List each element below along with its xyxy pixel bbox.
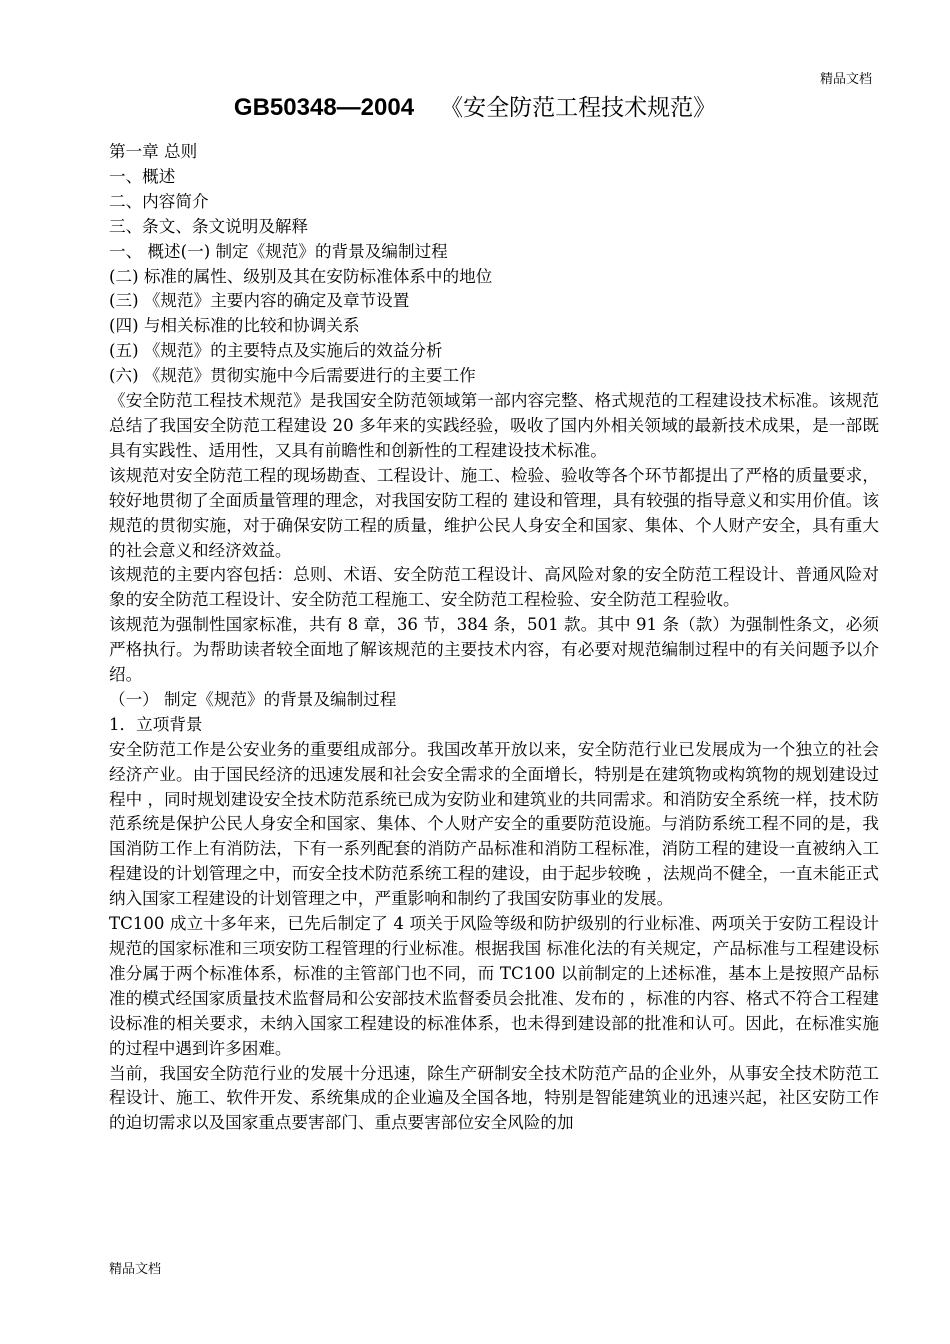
- intro-paragraph: 《安全防范工程技术规范》是我国安全防范领域第一部内容完整、格式规范的工程建设技术标准。该规范总结了我国安全防范工程建设 20 多年来的实践经验，吸收了国内外相关领域的最新技术成果，是一部既具有实践性、适用性，又具有前瞻性和创新性的工程建设技术标准。: [109, 391, 879, 460]
- toc-line: (二) 标准的属性、级别及其在安防标准体系中的地位: [109, 266, 493, 286]
- intro-paragraph: 该规范对安全防范工程的现场勘查、工程设计、施工、检验、验收等各个环节都提出了严格的质量要求，较好地贯彻了全面质量管理的理念，对我国安防工程的 建设和管理，具有较强的指导意义和实用价值。该规范的贯彻实施，对于确保安防工程的质量，维护公民人身安全和国家、集体、个人财产安全，具有重大的社会意义和经济效益。: [109, 465, 879, 560]
- toc-line: 第一章 总则: [109, 142, 198, 161]
- body-paragraph: TC100 成立十多年来，已先后制定了 4 项关于风险等级和防护级别的行业标准、两项关于安防工程设计规范的国家标准和三项安防工程管理的行业标准。根据我国 标准化法的有关规定，产品标准与工程建设标准分属于两个标准体系，标准的主管部门也不同，而 TC100 以前制定的上述标准，基本上是按照产品标准的模式经国家质量技术监督局和公安部技术监督委员会批准、发布的 ，标准的内容、格式不符合工程建设标准的相关要求，未纳入国家工程建设的标准体系，也未得到建设部的批准和认可。因此，在标准实施的过程中遇到许多困难。: [109, 914, 879, 1058]
- toc-line: (五) 《规范》的主要特点及实施后的效益分析: [109, 341, 443, 361]
- toc-line: 二、内容简介: [109, 191, 209, 211]
- intro-paragraph: 该规范的主要内容包括：总则、术语、安全防范工程设计、高风险对象的安全防范工程设计、普通风险对象的安全防范工程设计、安全防范工程施工、安全防范工程检验、安全防范工程验收。: [109, 565, 879, 610]
- standard-code: GB50348—2004: [233, 94, 415, 121]
- intro-paragraph: 该规范为强制性国家标准，共有 8 章，36 节，384 条，501 款。其中 91 条（款）为强制性条文，必须严格执行。为帮助读者较全面地了解该规范的主要技术内容，有必要对规范编制过程中的有关问题予以介绍。: [109, 615, 879, 685]
- standard-name: 《安全防范工程技术规范》: [440, 95, 717, 121]
- toc-line: 一、概述: [109, 166, 176, 186]
- subsection-heading: 1．立项背景: [109, 714, 203, 734]
- page-header-mark: 精品文档: [819, 72, 872, 87]
- body-paragraph: 安全防范工作是公安业务的重要组成部分。我国改革开放以来，安全防范行业已发展成为一个独立的社会经济产业。由于国民经济的迅速发展和社会安全需求的全面增长，特别是在建筑物或构筑物的规划建设过程中 ，同时规划建设安全技术防范系统已成为安防业和建筑业的共同需求。和消防安全系统一样，技术防范系统是保护公民人身安全和国家、集体、个人财产安全的重要防范设施。与消防系统工程不同的是，我国消防工作上有消防法，下有一系列配套的消防产品标准和消防工程标准，消防工程的建设一直被纳入工程建设的计划管理之中，而安全技术防范系统工程的建设，由于起步较晚 ，法规尚不健全，一直未能正式纳入国家工程建设的计划管理之中，严重影响和制约了我国安防事业的发展。: [109, 739, 879, 909]
- toc-line: (六) 《规范》贯彻实施中今后需要进行的主要工作: [109, 366, 476, 386]
- toc-line: (四) 与相关标准的比较和协调关系: [109, 316, 360, 336]
- toc-line: 一、 概述(一) 制定《规范》的背景及编制过程: [109, 241, 448, 261]
- page-footer-mark: 精品文档: [109, 1262, 162, 1277]
- body-paragraph: 当前，我国安全防范行业的发展十分迅速，除生产研制安全技术防范产品的企业外，从事安全技术防范工程设计、施工、软件开发、系统集成的企业遍及全国各地，特别是智能建筑业的迅速兴起，社区安防工作的迫切需求以及国家重点要害部门、重点要害部位安全风险的加: [109, 1063, 879, 1133]
- document-body: [109, 140, 879, 1136]
- section-heading: （一） 制定《规范》的背景及编制过程: [109, 689, 397, 709]
- toc-line: (三) 《规范》主要内容的确定及章节设置: [109, 291, 410, 311]
- document-title: [0, 92, 950, 124]
- toc-line: 三、条文、条文说明及解释: [109, 216, 309, 236]
